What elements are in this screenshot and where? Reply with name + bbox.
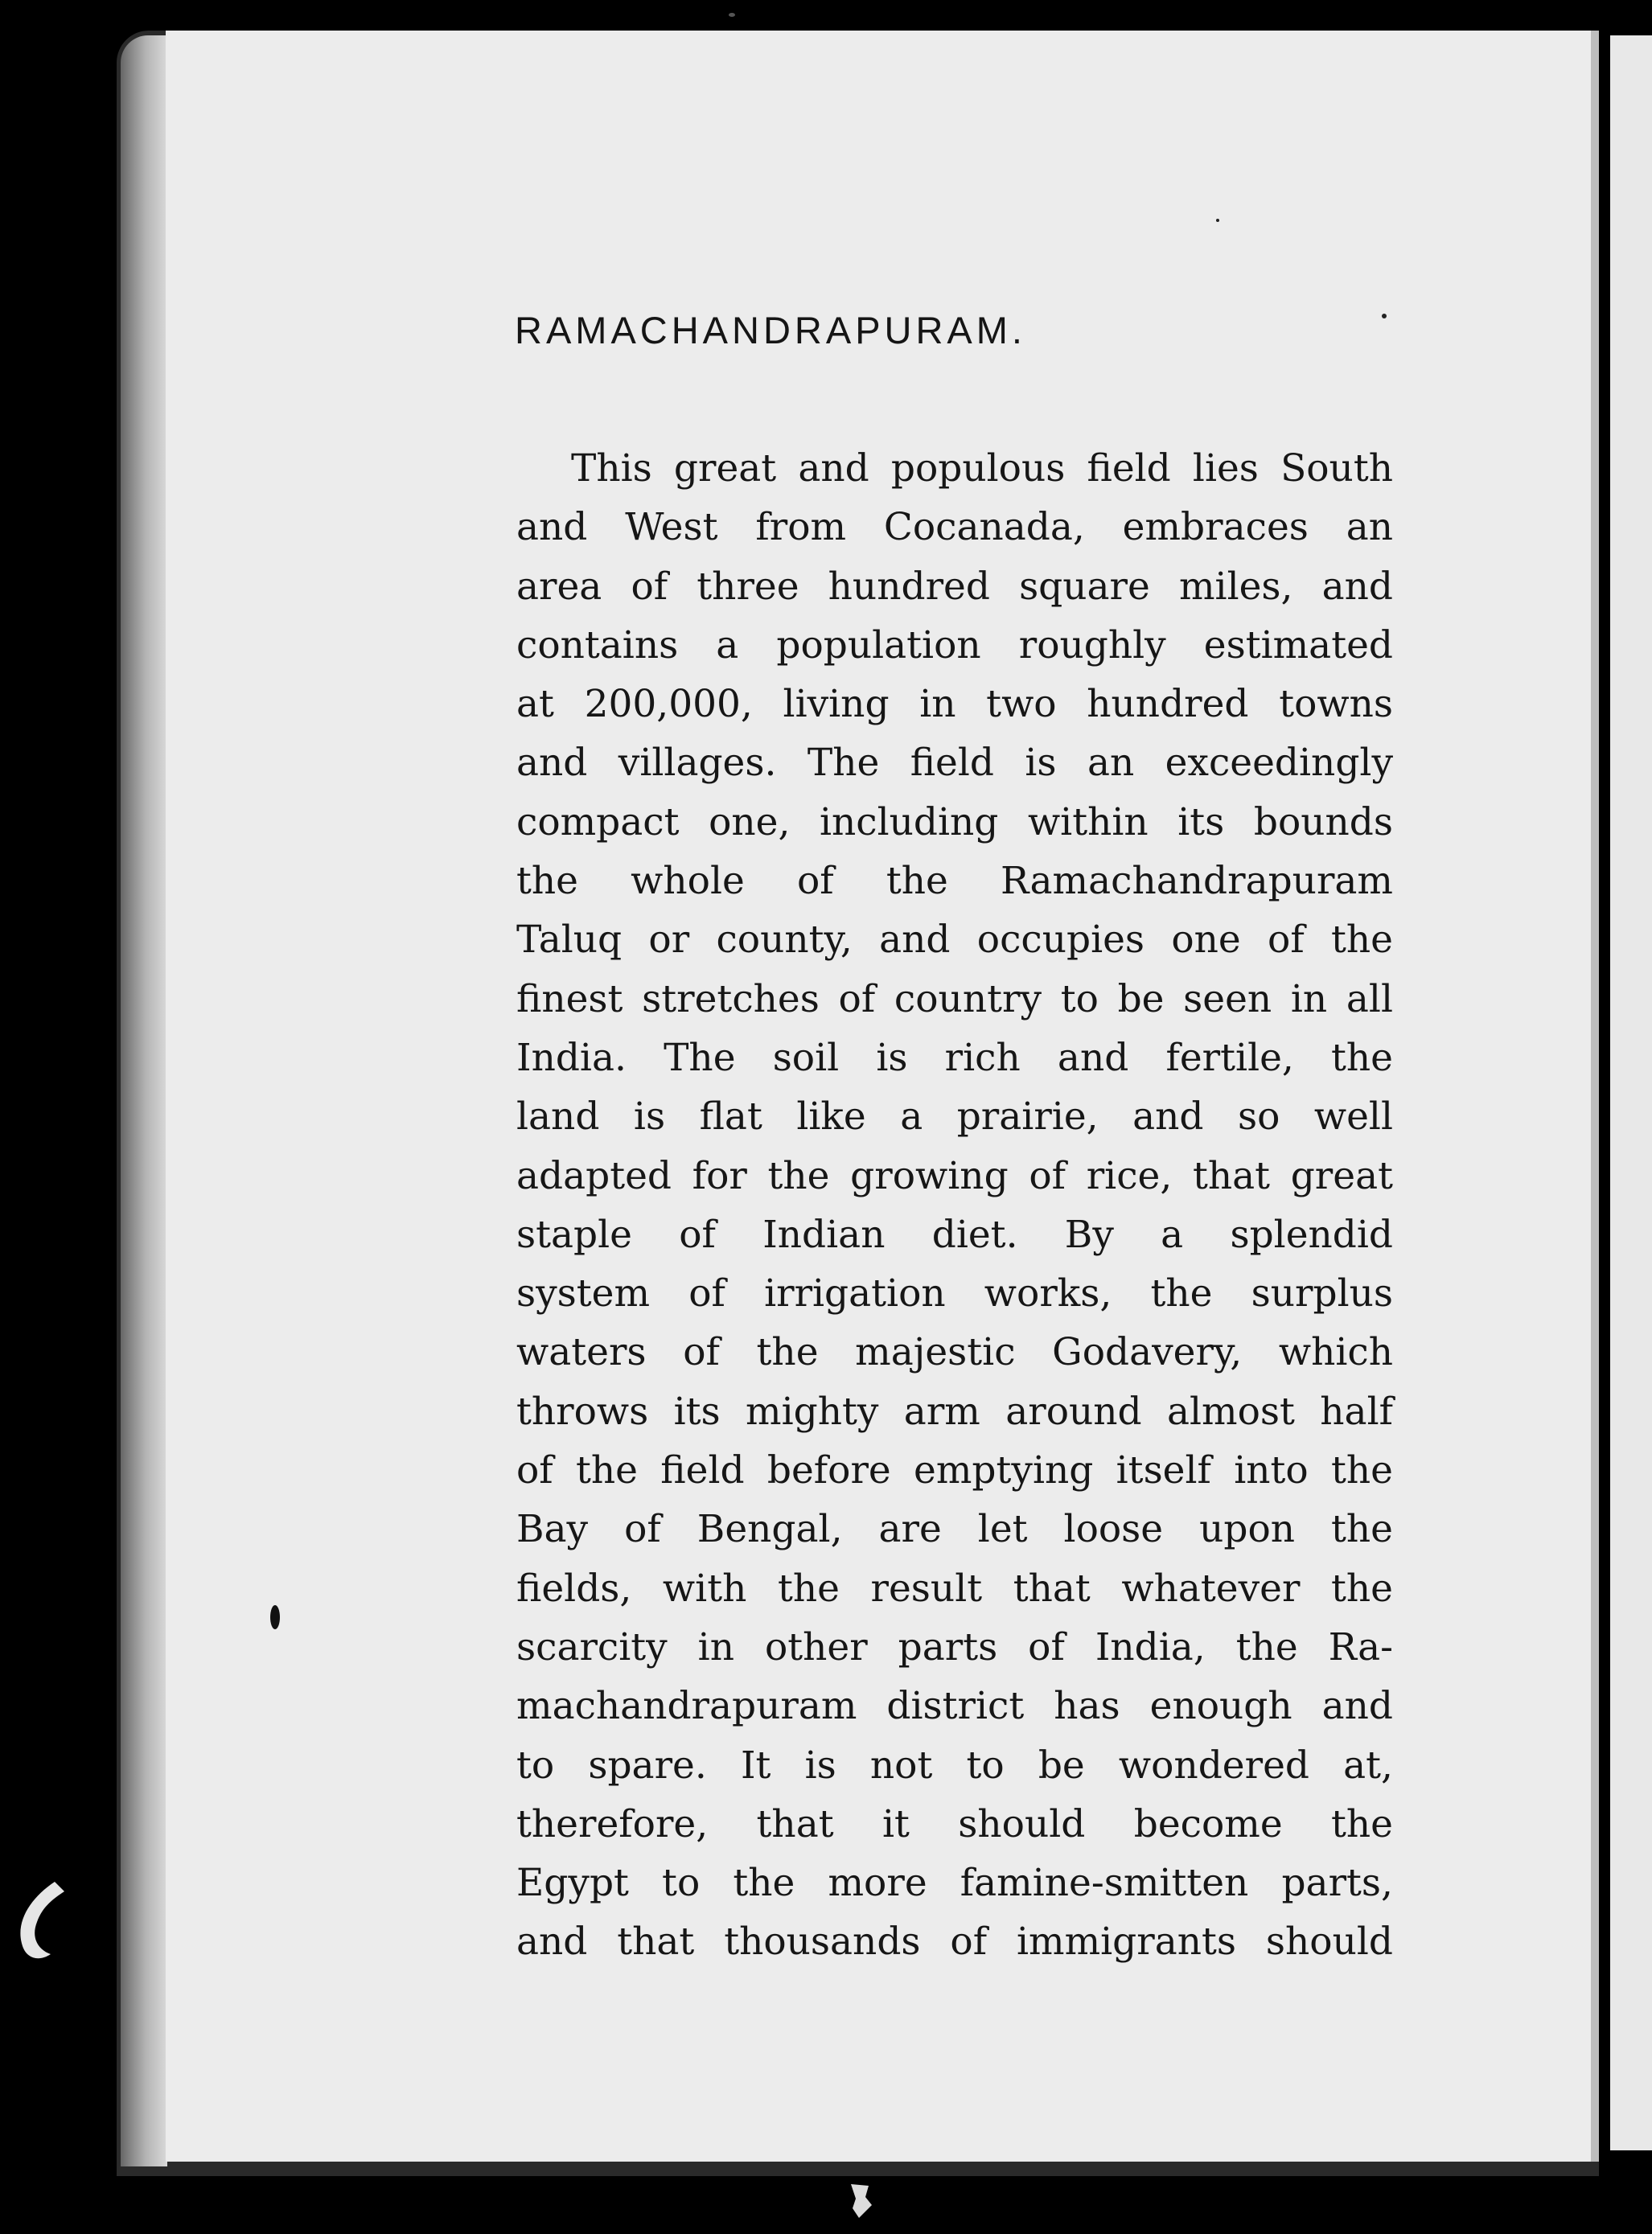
- text-line: therefore, that it should become the: [516, 1801, 1393, 1846]
- body-paragraph: [516, 439, 1393, 1972]
- text-line: scarcity in other parts of India, the Ra-: [516, 1624, 1393, 1669]
- text-line: fields, with the result that whatever the: [516, 1566, 1393, 1611]
- text-line: waters of the majestic Godavery, which: [516, 1330, 1393, 1375]
- ink-speck: [1382, 314, 1387, 318]
- text-line: and West from Cocanada, embraces an: [516, 505, 1393, 550]
- text-line: the whole of the Ramachandrapuram: [516, 859, 1393, 904]
- text-line: Taluq or county, and occupies one of the: [516, 918, 1393, 963]
- text-line: India. The soil is rich and fertile, the: [516, 1035, 1393, 1080]
- text-line: area of three hundred square miles, and: [516, 564, 1393, 609]
- page-right-edge: [1591, 31, 1599, 2162]
- page-gutter: [1599, 24, 1610, 2179]
- ink-speck: [729, 13, 735, 17]
- text-line: and villages. The field is an exceedingly: [516, 741, 1393, 786]
- text-line: Egypt to the more famine-smitten parts,: [516, 1861, 1393, 1906]
- text-line: contains a population roughly estimated: [516, 622, 1393, 667]
- page-binding-edge: [121, 35, 167, 2166]
- page-title: RAMACHANDRAPURAM.: [515, 309, 1026, 351]
- text-line: staple of Indian diet. By a splendid: [516, 1212, 1393, 1257]
- text-line: adapted for the growing of rice, that great: [516, 1153, 1393, 1198]
- text-line: system of irrigation works, the surplus: [516, 1271, 1393, 1316]
- text-line: throws its mighty arm around almost half: [516, 1389, 1393, 1434]
- text-line: finest stretches of country to be seen in all: [516, 976, 1393, 1021]
- ink-speck: [1216, 219, 1219, 222]
- text-line: of the field before emptying itself into the: [516, 1448, 1393, 1493]
- text-line: land is flat like a prairie, and so well: [516, 1094, 1393, 1140]
- text-line: compact one, including within its bounds: [516, 799, 1393, 844]
- text-line: machandrapuram district has enough and: [516, 1684, 1393, 1729]
- text-line: and that thousands of immigrants should: [516, 1920, 1393, 1965]
- text-line: at 200,000, living in two hundred towns: [516, 682, 1393, 727]
- text-line: This great and populous field lies South: [571, 446, 1393, 491]
- next-page-strip: [1610, 35, 1652, 2150]
- text-line: to spare. It is not to be wondered at,: [516, 1743, 1393, 1788]
- page-scrap: [844, 2181, 877, 2221]
- text-line: Bay of Bengal, are let loose upon the: [516, 1507, 1393, 1552]
- ink-mark: [270, 1605, 280, 1629]
- page-scrap: [6, 1874, 79, 1970]
